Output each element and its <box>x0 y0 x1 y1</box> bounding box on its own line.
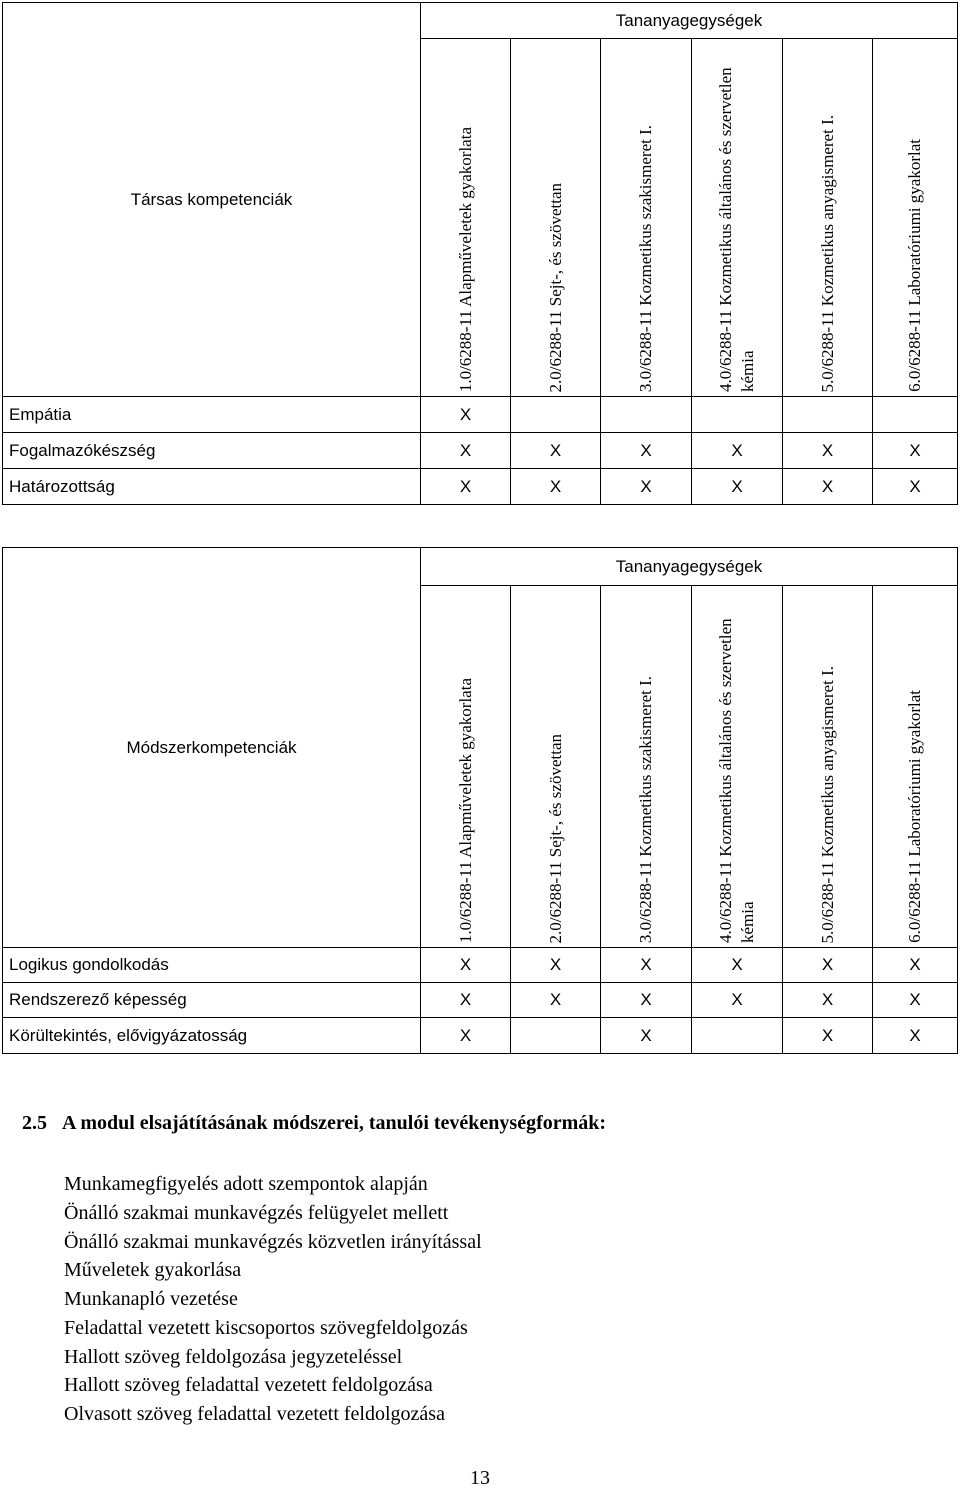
row-label: Fogalmazókészség <box>3 433 421 469</box>
mark-cell <box>692 397 783 433</box>
table-row <box>3 397 958 433</box>
column-header: 4.0/6288-11 Kozmetikus általános és szervetlen kémia <box>692 586 783 948</box>
table-corner-label: Módszerkompetenciák <box>3 548 421 948</box>
social-competencies-table <box>2 2 958 505</box>
list-item: Munkanapló vezetése <box>64 1288 238 1310</box>
column-header: 5.0/6288-11 Kozmetikus anyagismeret I. <box>783 39 873 397</box>
column-header: 2.0/6288-11 Sejt-, és szövettan <box>511 39 601 397</box>
mark-cell: X <box>692 948 783 983</box>
section-number: 2.5 <box>22 1112 47 1134</box>
mark-cell: X <box>421 433 511 469</box>
row-label: Körültekintés, elővigyázatosság <box>3 1018 421 1054</box>
group-header: Tananyagegységek <box>421 548 958 586</box>
mark-cell: X <box>783 983 873 1018</box>
table-corner-label: Társas kompetenciák <box>3 3 421 397</box>
table-row <box>3 1018 958 1054</box>
list-item: Feladattal vezetett kiscsoportos szövegfeldolgozás <box>64 1316 468 1339</box>
list-item: Hallott szöveg feldolgozása jegyzeteléssel <box>64 1345 403 1368</box>
column-header: 2.0/6288-11 Sejt-, és szövettan <box>511 586 601 948</box>
list-item: Műveletek gyakorlása <box>64 1259 242 1282</box>
mark-cell: X <box>511 433 601 469</box>
mark-cell: X <box>421 948 511 983</box>
mark-cell: X <box>783 948 873 983</box>
table-row <box>3 983 958 1018</box>
list-item: Munkamegfigyelés adott szempontok alapján <box>64 1173 428 1195</box>
column-header: 5.0/6288-11 Kozmetikus anyagismeret I. <box>783 586 873 948</box>
mark-cell <box>511 397 601 433</box>
section-heading <box>22 1112 942 1135</box>
mark-cell: X <box>783 469 873 505</box>
mark-cell: X <box>873 1018 958 1054</box>
mark-cell: X <box>601 948 692 983</box>
mark-cell: X <box>692 433 783 469</box>
column-header: 6.0/6288-11 Laboratóriumi gyakorlat <box>873 586 958 948</box>
mark-cell: X <box>783 1018 873 1054</box>
row-label: Rendszerező képesség <box>3 983 421 1018</box>
mark-cell: X <box>692 469 783 505</box>
mark-cell <box>601 397 692 433</box>
list-item: Önálló szakmai munkavégzés felügyelet mellett <box>64 1201 449 1224</box>
mark-cell: X <box>601 1018 692 1054</box>
mark-cell: X <box>511 469 601 505</box>
table-row <box>3 948 958 983</box>
column-header: 4.0/6288-11 Kozmetikus általános és szervetlen kémia <box>692 39 783 397</box>
table-row <box>3 433 958 469</box>
column-header: 3.0/6288-11 Kozmetikus szakismeret I. <box>601 586 692 948</box>
column-header: 6.0/6288-11 Laboratóriumi gyakorlat <box>873 39 958 397</box>
mark-cell: X <box>601 469 692 505</box>
mark-cell <box>873 397 958 433</box>
mark-cell: X <box>421 1018 511 1054</box>
section-title: A modul elsajátításának módszerei, tanulói tevékenységformák: <box>62 1112 607 1134</box>
mark-cell: X <box>421 469 511 505</box>
mark-cell: X <box>511 948 601 983</box>
column-header: 1.0/6288-11 Alapműveletek gyakorlata <box>421 39 511 397</box>
mark-cell: X <box>601 983 692 1018</box>
mark-cell: X <box>783 433 873 469</box>
list-item: Olvasott szöveg feladattal vezetett feldolgozása <box>64 1403 445 1425</box>
mark-cell <box>783 397 873 433</box>
row-label: Logikus gondolkodás <box>3 948 421 983</box>
column-header: 3.0/6288-11 Kozmetikus szakismeret I. <box>601 39 692 397</box>
mark-cell <box>692 1018 783 1054</box>
list-item: Önálló szakmai munkavégzés közvetlen irányítással <box>64 1230 482 1253</box>
list-item: Hallott szöveg feladattal vezetett feldolgozása <box>64 1374 433 1397</box>
page-number: 13 <box>470 1467 490 1489</box>
learning-methods-section <box>22 1112 942 1425</box>
mark-cell: X <box>873 433 958 469</box>
method-competencies-table <box>2 547 958 1054</box>
methods-list <box>64 1170 482 1429</box>
table-row <box>3 469 958 505</box>
mark-cell: X <box>873 469 958 505</box>
row-label: Határozottság <box>3 469 421 505</box>
mark-cell: X <box>511 983 601 1018</box>
mark-cell: X <box>873 948 958 983</box>
group-header: Tananyagegységek <box>421 3 958 39</box>
mark-cell: X <box>601 433 692 469</box>
mark-cell: X <box>421 397 511 433</box>
row-label: Empátia <box>3 397 421 433</box>
mark-cell: X <box>692 983 783 1018</box>
mark-cell <box>511 1018 601 1054</box>
mark-cell: X <box>873 983 958 1018</box>
mark-cell: X <box>421 983 511 1018</box>
column-header: 1.0/6288-11 Alapműveletek gyakorlata <box>421 586 511 948</box>
